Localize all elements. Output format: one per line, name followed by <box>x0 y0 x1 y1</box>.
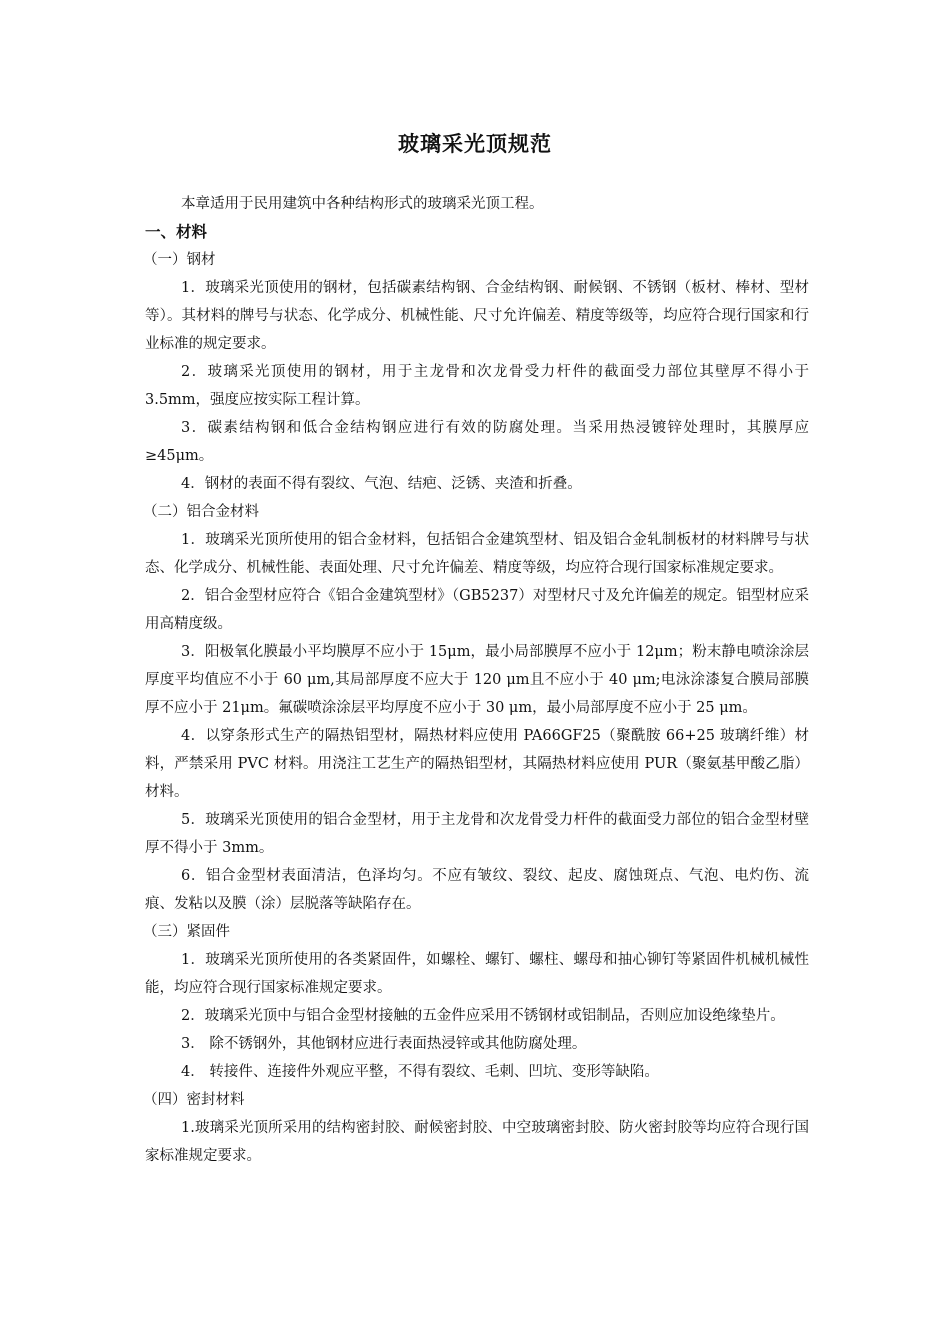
steel-item-2: 2．玻璃采光顶使用的钢材，用于主龙骨和次龙骨受力杆件的截面受力部位其壁厚不得小于 3.5mm，强度应按实际工程计算。 <box>145 364 809 408</box>
fastener-item-3: 3． 除不锈钢外，其他钢材应进行表面热浸锌或其他防腐处理。 <box>181 1036 587 1052</box>
aluminum-item-1: 1．玻璃采光顶所使用的铝合金材料，包括铝合金建筑型材、铝及铝合金轧制板材的材料牌号与状态、化学成分、机械性能、表面处理、尺寸允许偏差、精度等级，均应符合现行国家标准规定要求。 <box>145 532 809 576</box>
fastener-item-4: 4． 转接件、连接件外观应平整，不得有裂纹、毛刺、凹坑、变形等缺陷。 <box>181 1064 659 1080</box>
fastener-item-1: 1．玻璃采光顶所使用的各类紧固件，如螺栓、螺钉、螺柱、螺母和抽心铆钉等紧固件机械机械性能，均应符合现行国家标准规定要求。 <box>145 952 809 996</box>
sealant-item-1: 1.玻璃采光顶所采用的结构密封胶、耐候密封胶、中空玻璃密封胶、防火密封胶等均应符合现行国家标准规定要求。 <box>145 1120 809 1164</box>
fastener-item-2: 2．玻璃采光顶中与铝合金型材接触的五金件应采用不锈钢材或铝制品，否则应加设绝缘垫片。 <box>181 1008 785 1024</box>
document-body <box>145 190 809 1170</box>
intro-paragraph: 本章适用于民用建筑中各种结构形式的玻璃采光顶工程。 <box>181 196 544 212</box>
aluminum-item-4: 4．以穿条形式生产的隔热铝型材，隔热材料应使用 PA66GF25（聚酰胺 66+25 玻璃纤维）材料，严禁采用 PVC 材料。用浇注工艺生产的隔热铝型材，其隔热材料应使用 PUR（聚氨基甲酸乙脂）材料。 <box>145 728 809 800</box>
aluminum-item-5: 5．玻璃采光顶使用的铝合金型材，用于主龙骨和次龙骨受力杆件的截面受力部位的铝合金型材壁厚不得小于 3mm。 <box>145 812 809 856</box>
steel-item-4: 4．钢材的表面不得有裂纹、气泡、结疤、泛锈、夹渣和折叠。 <box>181 476 582 492</box>
page-title: 玻璃采光顶规范 <box>398 132 552 156</box>
aluminum-item-3: 3．阳极氧化膜最小平均膜厚不应小于 15μm，最小局部膜厚不应小于 12μm；粉末静电喷涂涂层厚度平均值应不小于 60 μm,其局部厚度不应大于 120 μm且不应小于 40 μm;电泳涂漆复合膜局部膜厚不应小于 21μm。氟碳喷涂涂层平均厚度不应小于 30 μm，最小局部厚度不应小于 25 μm。 <box>145 644 809 716</box>
steel-item-3: 3．碳素结构钢和低合金结构钢应进行有效的防腐处理。当采用热浸镀锌处理时，其膜厚应≥45μm。 <box>145 420 809 464</box>
aluminum-item-2: 2．铝合金型材应符合《铝合金建筑型材》（GB5237）对型材尺寸及允许偏差的规定。铝型材应采用高精度级。 <box>145 588 809 632</box>
aluminum-item-6: 6．铝合金型材表面清洁，色泽均匀。不应有皱纹、裂纹、起皮、腐蚀斑点、气泡、电灼伤、流痕、发粘以及膜（涂）层脱落等缺陷存在。 <box>145 868 809 912</box>
subsection-heading-sealants: （四）密封材料 <box>143 1092 245 1108</box>
subsection-heading-steel: （一）钢材 <box>143 252 216 268</box>
subsection-heading-aluminum: （二）铝合金材料 <box>143 504 259 520</box>
section-heading-materials: 一、材料 <box>145 223 208 241</box>
steel-item-1: 1．玻璃采光顶使用的钢材，包括碳素结构钢、合金结构钢、耐候钢、不锈钢（板材、棒材、型材等）。其材料的牌号与状态、化学成分、机械性能、尺寸允许偏差、精度等级等，均应符合现行国家和行业标准的规定要求。 <box>145 280 809 352</box>
subsection-heading-fasteners: （三）紧固件 <box>143 924 230 940</box>
